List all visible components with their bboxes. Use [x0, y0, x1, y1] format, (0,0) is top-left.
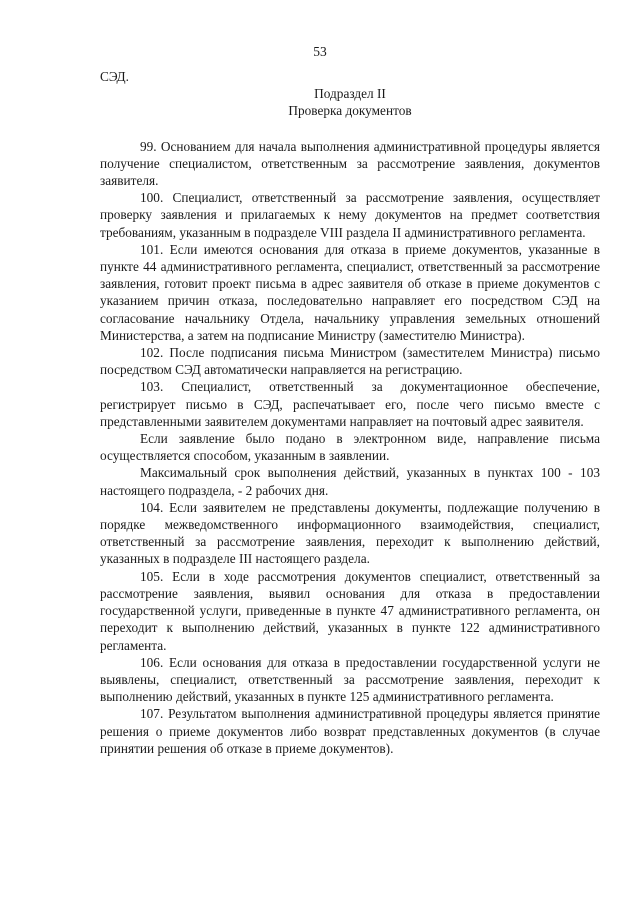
subsection-subtitle: Проверка документов	[288, 103, 412, 119]
paragraph-max-term: Максимальный срок выполнения действий, указанных в пунктах 100 - 103 настоящего подраздела, - 2 рабочих дня.	[100, 465, 600, 498]
paragraph-106: 106. Если основания для отказа в предоставлении государственной услуги не выявлены, специалист, ответственный за рассмотрение заявления, переходит к выполнению действий, указанных в пункте 125 административного регламента.	[100, 654, 600, 705]
paragraph-99: 99. Основанием для начала выполнения административной процедуры является получение специалистом, ответственным за рассмотрение заявления, документов заявителя.	[100, 138, 600, 189]
carryover-text: СЭД.	[100, 69, 129, 84]
paragraph-107: 107. Результатом выполнения административной процедуры является принятие решения о приеме документов либо возврат представленных документов (в случае принятии решения об отказе в приеме документов).	[100, 706, 600, 756]
paragraph-105: 105. Если в ходе рассмотрения документов специалист, ответственный за рассмотрение заявления, выявил основания для отказа в предоставлении государственной услуги, приведенные в пункте 47 административного регламента, он переходит к выполнению действий, указанных в пункте 122 административного регламента.	[100, 568, 600, 653]
paragraph-101: 101. Если имеются основания для отказа в приеме документов, указанные в пункте 44 административного регламента, специалист, ответственный за рассмотрение заявления, готовит проект письма в адрес заявителя об отказе в приеме документов с указанием причин отказа, последовательно направляет его посредством СЭД на согласование начальнику Отдела, начальнику управления земельных отношений Министерства, а затем на подписание Министру (заместителю Министра).	[100, 241, 600, 343]
paragraph-electronic: Если заявление было подано в электронном виде, направление письма осуществляется способом, указанным в заявлении.	[100, 431, 600, 464]
paragraph-102: 102. После подписания письма Министром (заместителем Министра) письмо посредством СЭД автоматически направляется на регистрацию.	[100, 345, 600, 378]
document-body	[100, 68, 600, 757]
paragraph-100: 100. Специалист, ответственный за рассмотрение заявления, осуществляет проверку заявления и прилагаемых к нему документов на предмет соответствия требованиям, указанным в подразделе VIII раздела II административного регламента.	[100, 190, 600, 240]
page-number: 53	[313, 44, 327, 59]
subsection-heading	[100, 85, 600, 119]
subsection-title: Подраздел II	[314, 86, 386, 102]
paragraph-103: 103. Специалист, ответственный за документационное обеспечение, регистрирует письмо в СЭД, распечатывает его, после чего письмо вместе с представленными заявителем документами направляет на почтовый адрес заявителя.	[100, 379, 600, 429]
paragraph-104: 104. Если заявителем не представлены документы, подлежащие получению в порядке межведомственного информационного взаимодействия, специалист, ответственный за рассмотрение заявления, переходит к выполнению действий, указанных в подразделе III настоящего раздела.	[100, 499, 600, 567]
